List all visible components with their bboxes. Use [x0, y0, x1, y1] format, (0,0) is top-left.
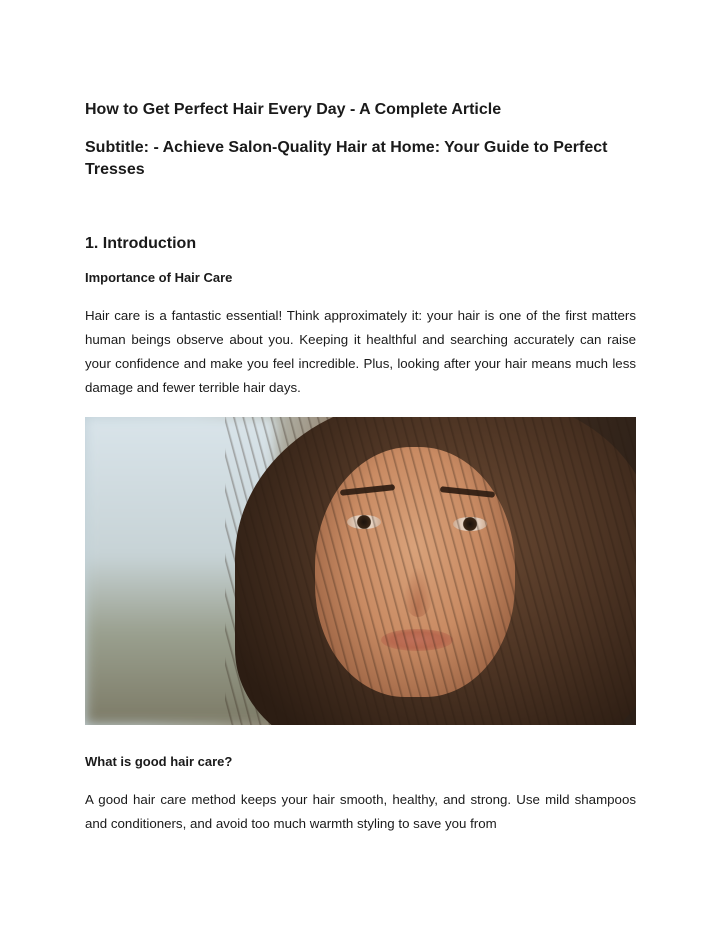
image-hair-strands [225, 417, 636, 725]
document-title: How to Get Perfect Hair Every Day - A Complete Article [85, 101, 502, 118]
subheading-good-hair-care: What is good hair care? [85, 754, 233, 769]
document-content [85, 100, 636, 836]
paragraph-importance: Hair care is a fantastic essential! Think approximately it: your hair is one of the first matters human beings observe about you. Keeping it healthful and searching accurately can raise your confidence and make you feel incredible. Plus, looking after your hair means much less damage and fewer terrible hair days. [85, 308, 636, 395]
subheading-importance: Importance of Hair Care [85, 270, 233, 285]
document-subtitle: Subtitle: - Achieve Salon-Quality Hair at Home: Your Guide to Perfect Tresses [85, 139, 608, 178]
hero-image-woman-hair [85, 417, 636, 725]
paragraph-good-hair-care: A good hair care method keeps your hair smooth, healthy, and strong. Use mild shampoos and conditioners, and avoid too much warmth styling to save you from [85, 792, 636, 831]
section-heading-introduction: 1. Introduction [85, 235, 197, 252]
